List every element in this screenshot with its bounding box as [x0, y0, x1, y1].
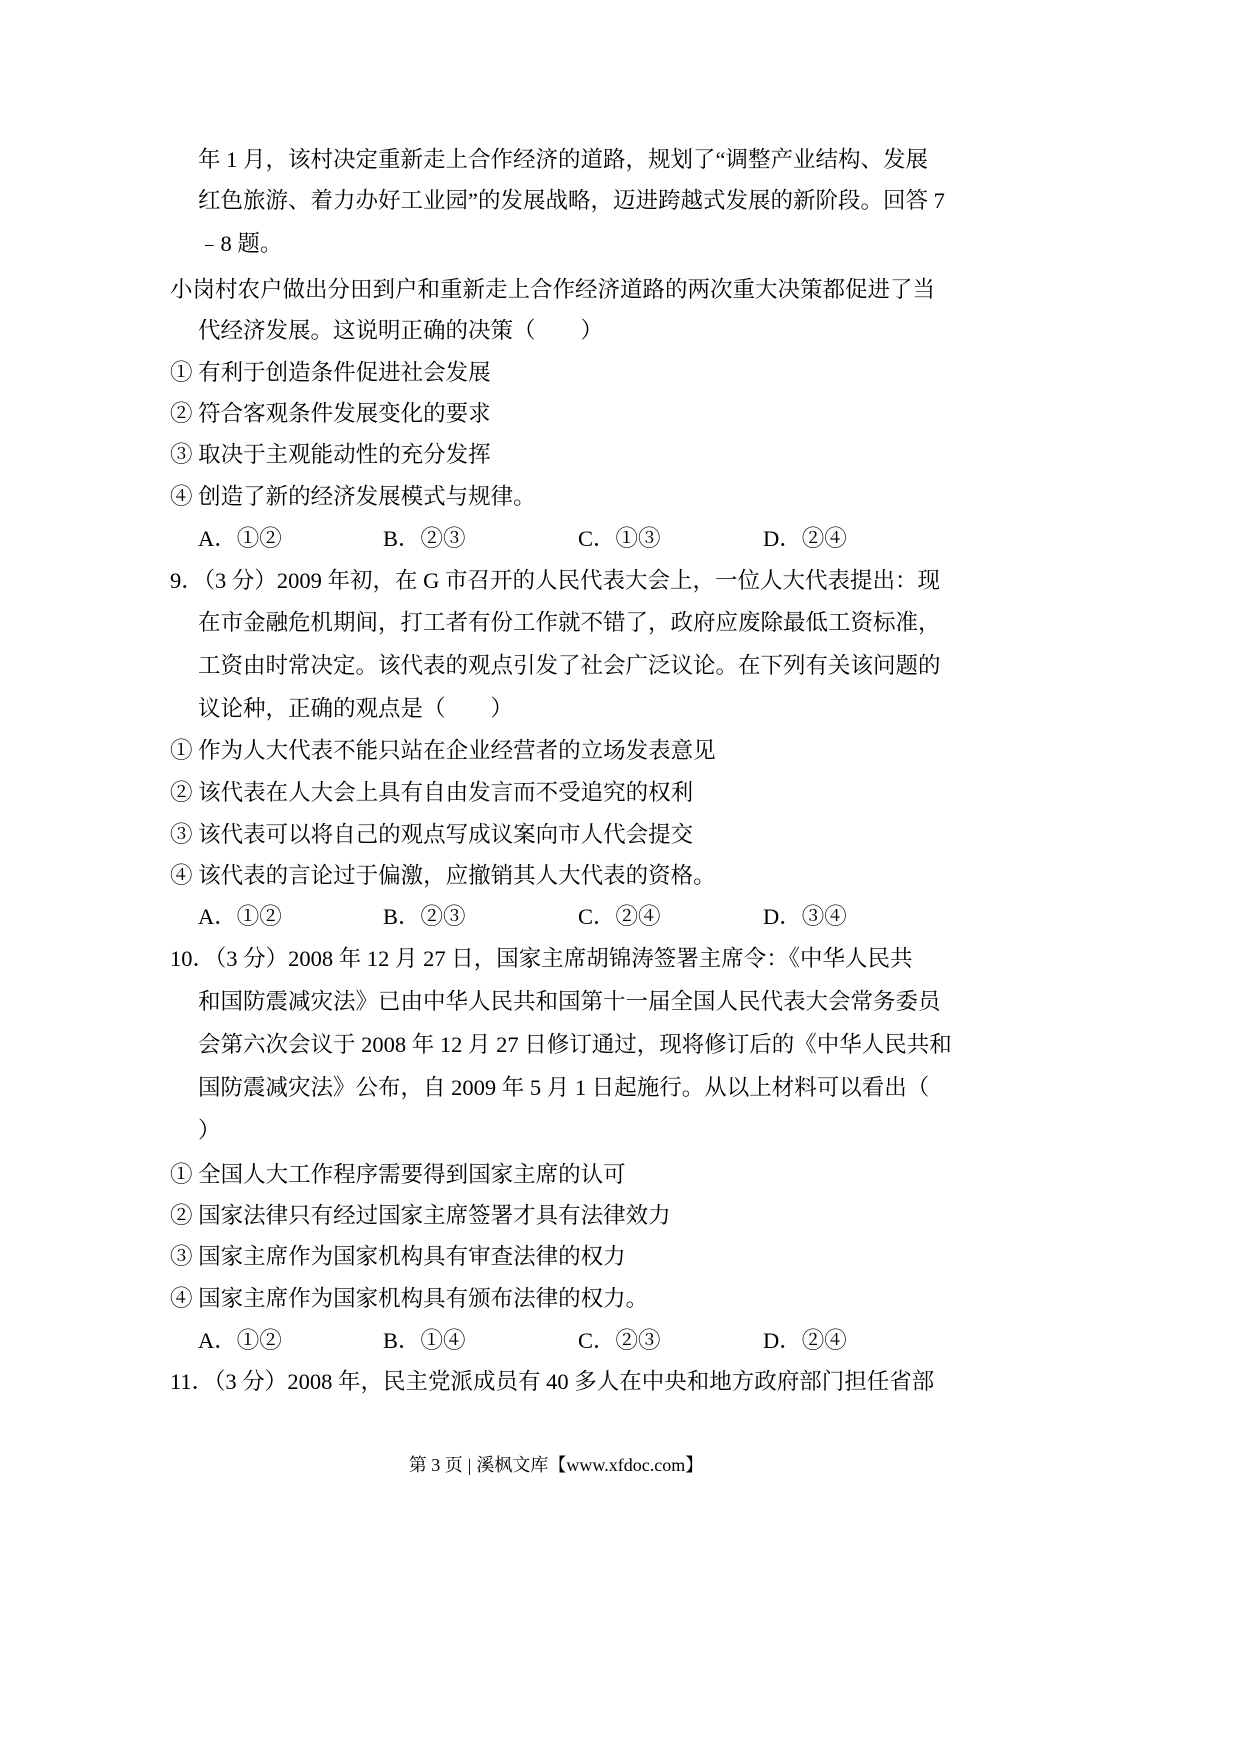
- question-number: 9．: [170, 568, 204, 593]
- option-a: [198, 518, 383, 560]
- option-value: ②④: [801, 526, 847, 551]
- option-value: ①②: [236, 526, 282, 551]
- question-number: 10．: [170, 946, 216, 971]
- option-label: B．: [383, 526, 421, 551]
- statement-3: ③ 该代表可以将自己的观点写成议案向市人代会提交: [170, 822, 694, 847]
- statement-1: ① 有利于创造条件促进社会发展: [170, 360, 491, 385]
- option-value: ①②: [236, 904, 282, 929]
- option-c: [578, 1320, 763, 1362]
- page-number: 第 3 页: [408, 1455, 463, 1475]
- question-9-header: [170, 560, 940, 602]
- question-stem-line: 和国防震减灾法》已由中华人民共和国第十一届全国人民代表大会常务委员: [198, 989, 941, 1014]
- statement-3: ③ 取决于主观能动性的充分发挥: [170, 442, 491, 467]
- option-label: B．: [383, 904, 421, 929]
- answer-options: [198, 518, 847, 560]
- question-stem-line: 会第六次会议于 2008 年 12 月 27 日修订通过，现将修订后的《中华人民共和: [198, 1032, 952, 1057]
- question-stem-line: 2008 年 12 月 27 日，国家主席胡锦涛签署主席令：《中华人民共: [288, 946, 913, 971]
- option-c: [578, 518, 763, 560]
- option-label: B．: [383, 1328, 421, 1353]
- question-10-header: [170, 938, 913, 980]
- option-b: [383, 518, 578, 560]
- question-stem-line: 2008 年，民主党派成员有 40 多人在中央和地方政府部门担任省部: [287, 1369, 935, 1394]
- option-value: ②③: [420, 904, 466, 929]
- question-stem-line: 代经济发展。这说明正确的决策（ ）: [198, 318, 604, 343]
- option-d: [763, 896, 847, 938]
- option-label: A．: [198, 1328, 237, 1353]
- option-label: D．: [763, 904, 802, 929]
- statement-1: ① 作为人大代表不能只站在企业经营者的立场发表意见: [170, 738, 716, 763]
- statement-2: ② 国家法律只有经过国家主席签署才具有法律效力: [170, 1203, 671, 1228]
- option-label: C．: [578, 904, 616, 929]
- statement-2: ② 符合客观条件发展变化的要求: [170, 401, 491, 426]
- statement-4: ④ 国家主席作为国家机构具有颁布法律的权力。: [170, 1286, 649, 1311]
- option-d: [763, 518, 847, 560]
- question-number: 11．: [170, 1369, 215, 1394]
- option-c: [578, 896, 763, 938]
- option-value: ③④: [801, 904, 847, 929]
- question-score: （3 分）: [214, 1369, 288, 1394]
- option-b: [383, 896, 578, 938]
- option-value: ①②: [236, 1328, 282, 1353]
- question-score: （3 分）: [203, 568, 277, 593]
- statement-2: ② 该代表在人大会上具有自由发言而不受追究的权利: [170, 780, 694, 805]
- footer-separator: |: [467, 1455, 472, 1475]
- page-footer: [170, 1453, 942, 1477]
- question-stem-line: ）: [198, 1118, 221, 1143]
- statement-4: ④ 创造了新的经济发展模式与规律。: [170, 484, 536, 509]
- question-stem-line: 工资由时常决定。该代表的观点引发了社会广泛议论。在下列有关该问题的: [198, 653, 941, 678]
- answer-options: [198, 1320, 847, 1362]
- option-value: ①④: [420, 1328, 466, 1353]
- option-a: [198, 896, 383, 938]
- answer-options: [198, 896, 847, 938]
- statement-3: ③ 国家主席作为国家机构具有审查法律的权力: [170, 1244, 626, 1269]
- question-stem-line: 小岗村农户做出分田到户和重新走上合作经济道路的两次重大决策都促进了当: [170, 277, 936, 302]
- question-stem-line: 在市金融危机期间，打工者有份工作就不错了，政府应废除最低工资标准，: [198, 610, 941, 635]
- material-line: 年 1 月，该村决定重新走上合作经济的道路，规划了“调整产业结构、发展: [198, 147, 928, 172]
- question-stem-line: 议论种，正确的观点是（ ）: [198, 696, 514, 721]
- material-line: 红色旅游、着力办好工业园”的发展战略，迈进跨越式发展的新阶段。回答 7: [198, 188, 945, 213]
- footer-source: 溪枫文库【www.xfdoc.com】: [476, 1455, 704, 1475]
- question-stem-line: 2009 年初，在 G 市召开的人民代表大会上，一位人大代表提出：现: [276, 568, 941, 593]
- question-11-header: [170, 1361, 934, 1403]
- option-label: D．: [763, 526, 802, 551]
- statement-1: ① 全国人大工作程序需要得到国家主席的认可: [170, 1162, 626, 1187]
- option-label: C．: [578, 526, 616, 551]
- option-value: ①③: [615, 526, 661, 551]
- question-stem-line: 国防震减灾法》公布，自 2009 年 5 月 1 日起施行。从以上材料可以看出（: [198, 1075, 930, 1100]
- option-value: ②③: [420, 526, 466, 551]
- option-label: A．: [198, 526, 237, 551]
- option-value: ②④: [615, 904, 661, 929]
- option-d: [763, 1320, 847, 1362]
- statement-4: ④ 该代表的言论过于偏激，应撤销其人大代表的资格。: [170, 863, 716, 888]
- question-score: （3 分）: [215, 946, 289, 971]
- option-a: [198, 1320, 383, 1362]
- option-label: A．: [198, 904, 237, 929]
- option-label: D．: [763, 1328, 802, 1353]
- option-value: ②③: [615, 1328, 661, 1353]
- option-b: [383, 1320, 578, 1362]
- option-value: ②④: [801, 1328, 847, 1353]
- material-line: ﹣8 题。: [198, 231, 283, 256]
- option-label: C．: [578, 1328, 616, 1353]
